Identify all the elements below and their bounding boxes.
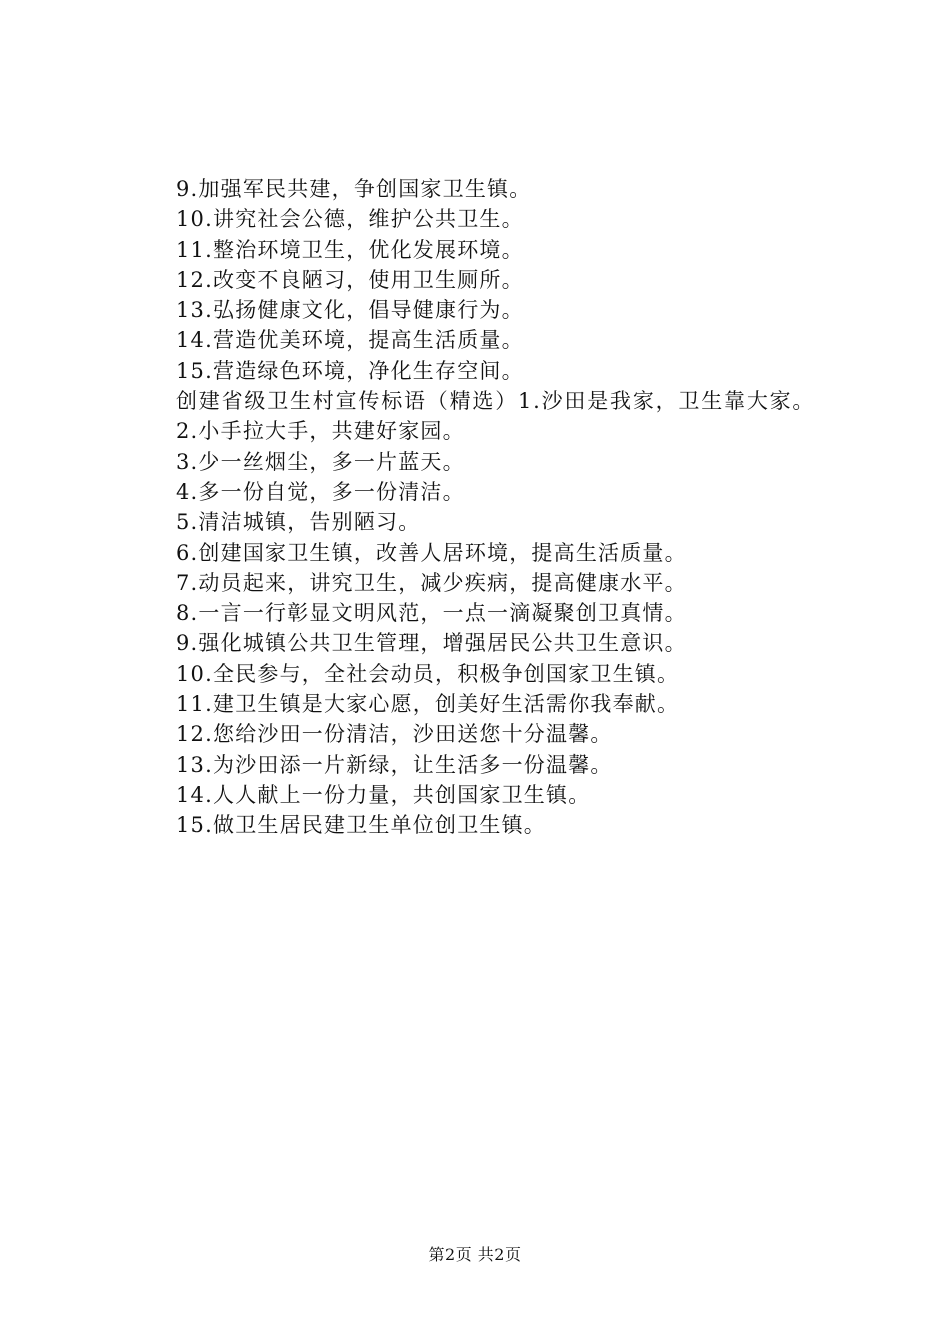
slogan-line: 10.全民参与，全社会动员，积极争创国家卫生镇。 bbox=[176, 661, 680, 686]
slogan-line: 6.创建国家卫生镇，改善人居环境，提高生活质量。 bbox=[176, 540, 687, 565]
slogan-line: 14.人人献上一份力量，共创国家卫生镇。 bbox=[176, 782, 591, 807]
slogan-line: 14.营造优美环境，提高生活质量。 bbox=[176, 328, 524, 353]
slogan-line: 15.营造绿色环境，净化生存空间。 bbox=[176, 358, 524, 383]
page-footer bbox=[0, 1242, 950, 1265]
slogan-line: 9.强化城镇公共卫生管理，增强居民公共卫生意识。 bbox=[176, 631, 687, 656]
slogan-line: 13.为沙田添一片新绿，让生活多一份温馨。 bbox=[176, 752, 613, 777]
slogan-line: 10.讲究社会公德，维护公共卫生。 bbox=[176, 207, 524, 232]
slogan-line: 15.做卫生居民建卫生单位创卫生镇。 bbox=[176, 813, 546, 838]
slogan-line: 2.小手拉大手，共建好家园。 bbox=[176, 419, 465, 444]
slogan-line: 9.加强军民共建，争创国家卫生镇。 bbox=[176, 177, 532, 201]
slogan-line: 8.一言一行彰显文明风范，一点一滴凝聚创卫真情。 bbox=[176, 601, 687, 626]
page-number: 第2页 共2页 bbox=[428, 1245, 522, 1264]
slogan-line: 4.多一份自觉，多一份清洁。 bbox=[176, 479, 465, 504]
slogan-line: 12.您给沙田一份清洁，沙田送您十分温馨。 bbox=[176, 722, 613, 747]
slogan-line: 5.清洁城镇，告别陋习。 bbox=[176, 510, 421, 535]
slogan-line: 12.改变不良陋习，使用卫生厕所。 bbox=[176, 267, 524, 292]
slogan-line: 7.动员起来，讲究卫生，减少疾病，提高健康水平。 bbox=[176, 570, 687, 595]
section-heading-paragraph: 创建省级卫生村宣传标语（精选）1.沙田是我家，卫生靠大家。 bbox=[176, 389, 816, 414]
slogan-line: 11.建卫生镇是大家心愿，创美好生活需你我奉献。 bbox=[176, 692, 680, 717]
document-body bbox=[130, 174, 830, 841]
slogan-line: 13.弘扬健康文化，倡导健康行为。 bbox=[176, 298, 524, 323]
slogan-line: 3.少一丝烟尘，多一片蓝天。 bbox=[176, 449, 465, 474]
slogan-line: 11.整治环境卫生，优化发展环境。 bbox=[176, 237, 524, 262]
